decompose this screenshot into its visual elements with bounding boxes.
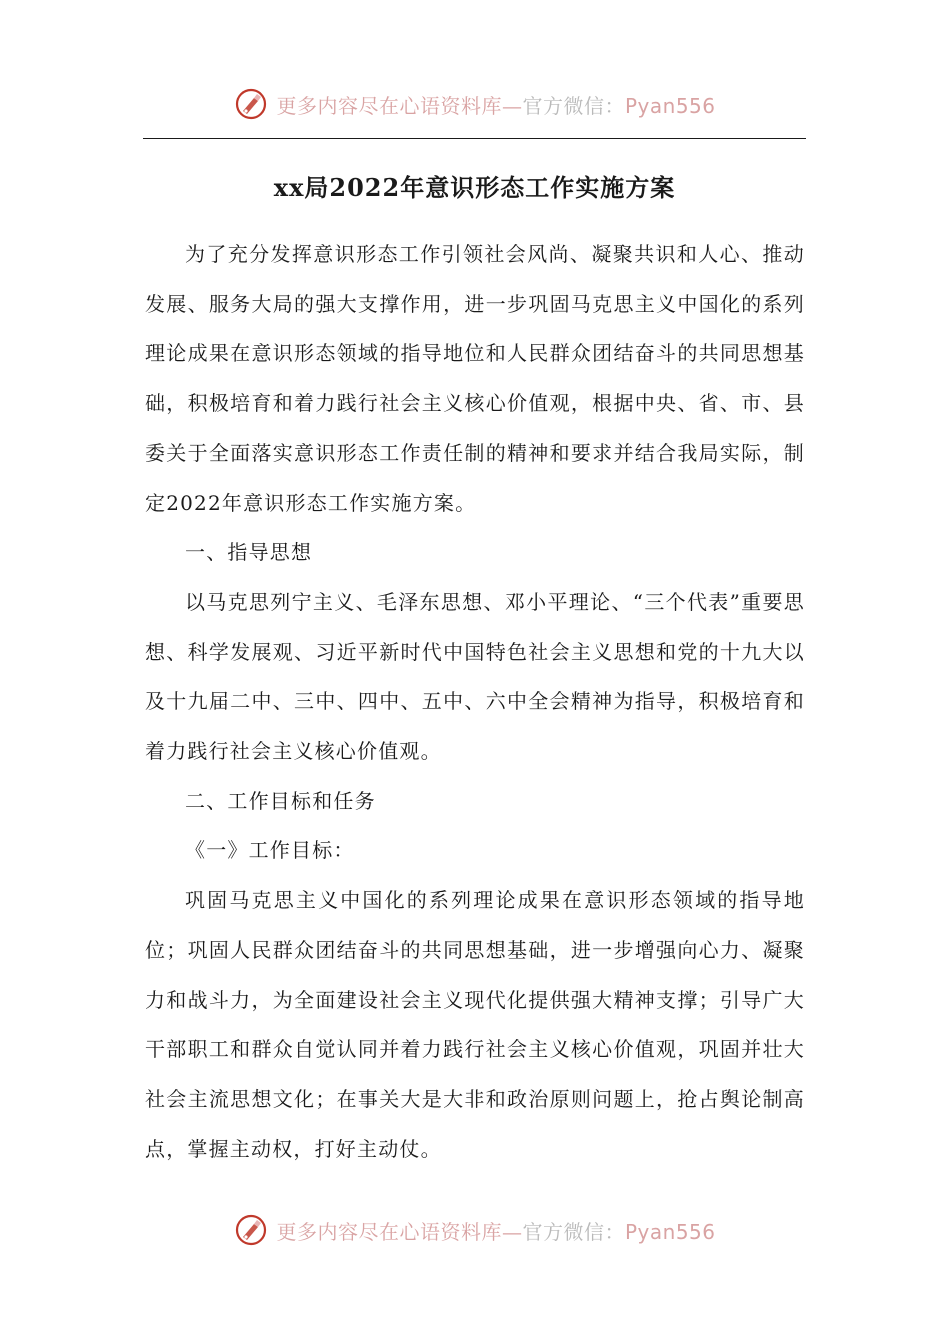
header-banner-wechat-label: 官方微信： — [522, 93, 625, 118]
pen-nib-logo-icon — [234, 1213, 268, 1247]
footer-banner — [0, 1208, 950, 1252]
header-banner-text — [276, 90, 715, 119]
document-title: xx局2022年意识形态工作实施方案 — [273, 173, 676, 202]
header-divider — [143, 138, 806, 139]
document-body — [145, 230, 805, 1174]
header-banner — [0, 82, 950, 126]
header-banner-prefix: 更多内容尽在心语资料库— — [276, 93, 523, 118]
paragraph-work-goals: 巩固马克思主义中国化的系列理论成果在意识形态领域的指导地位；巩固人民群众团结奋斗的共同思想基础，进一步增强向心力、凝聚力和战斗力，为全面建设社会主义现代化提供强大精神支撑；引导广大干部职工和群众自觉认同并着力践行社会主义核心价值观，巩固并壮大社会主流思想文化；在事关大是大非和政治原则问题上，抢占舆论制高点，掌握主动权，打好主动仗。 — [145, 888, 805, 1161]
footer-banner-wechat-label: 官方微信： — [522, 1219, 625, 1244]
pen-nib-logo-icon — [234, 87, 268, 121]
paragraph-guiding-ideology: 以马克思列宁主义、毛泽东思想、邓小平理论、“三个代表”重要思想、科学发展观、习近平新时代中国特色社会主义思想和党的十九大以及十九届二中、三中、四中、五中、六中全会精神为指导，积极培育和着力践行社会主义核心价值观。 — [145, 589, 805, 764]
footer-banner-prefix: 更多内容尽在心语资料库— — [276, 1219, 523, 1244]
heading-guiding-ideology: 一、指导思想 — [185, 540, 313, 565]
subheading-work-goals: 《一》工作目标： — [185, 838, 355, 863]
heading-goals-and-tasks: 二、工作目标和任务 — [185, 788, 376, 813]
footer-banner-text — [276, 1216, 715, 1245]
paragraph-intro: 为了充分发挥意识形态工作引领社会风尚、凝聚共识和人心、推动发展、服务大局的强大支撑作用，进一步巩固马克思主义中国化的系列理论成果在意识形态领域的指导地位和人民群众团结奋斗的共同思想基础，积极培育和着力践行社会主义核心价值观，根据中央、省、市、县委关于全面落实意识形态工作责任制的精神和要求并结合我局实际，制定2022年意识形态工作实施方案。 — [145, 242, 805, 515]
footer-banner-wechat-id: Pyan556 — [624, 1219, 716, 1244]
header-banner-wechat-id: Pyan556 — [624, 93, 716, 118]
